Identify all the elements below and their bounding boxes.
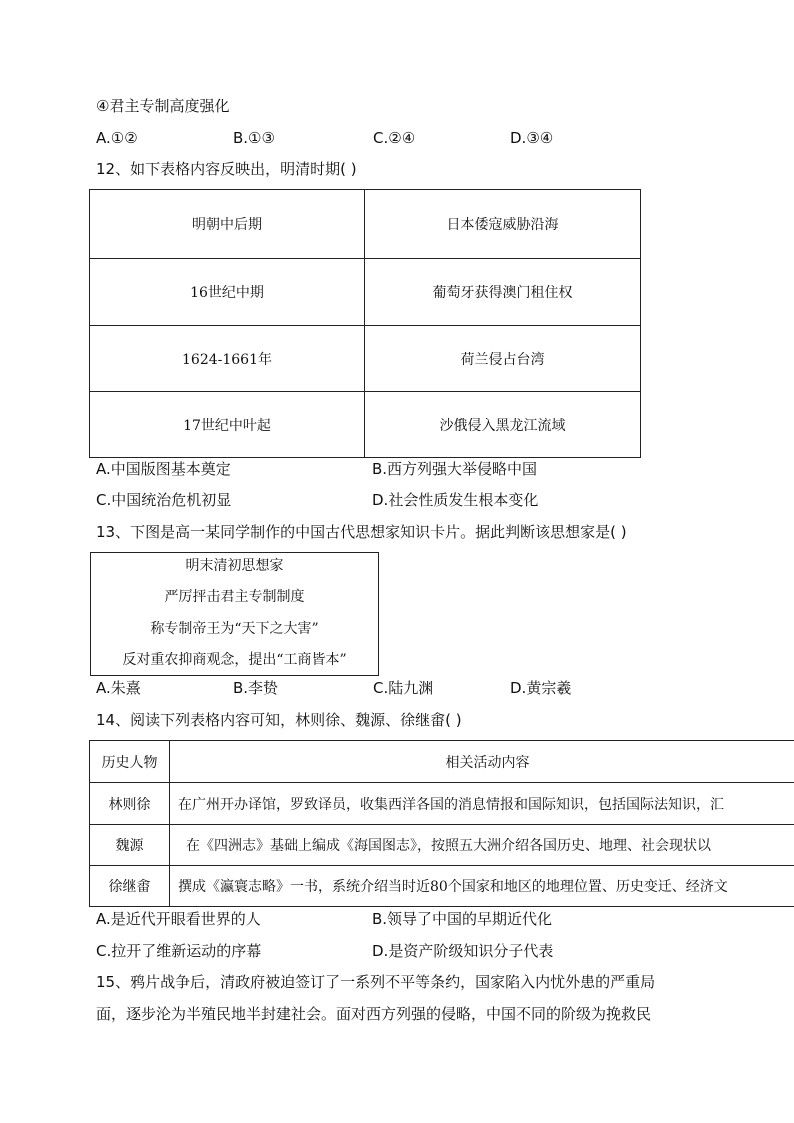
q12-option-b: B.西方列强大举侵略中国	[372, 460, 538, 478]
q11-option-a: A.①②	[96, 129, 138, 147]
q11-option-c: C.②④	[373, 129, 416, 147]
table-row	[90, 783, 794, 825]
q14-table	[89, 740, 794, 907]
q13-option-a: A.朱熹	[96, 679, 141, 697]
table-row	[90, 825, 794, 866]
q14-option-b: B.领导了中国的早期近代化	[372, 910, 553, 928]
q13-card-line: 反对重农抑商观念，提出“工商皆本”	[122, 652, 347, 668]
q12-option-d: D.社会性质发生根本变化	[372, 491, 539, 509]
q12-time-cell: 17世纪中叶起	[90, 392, 365, 458]
q12-time-cell: 明朝中后期	[90, 190, 365, 259]
q12-time-cell: 16世纪中期	[90, 259, 365, 326]
q15-paragraph-line-1: 15、鸦片战争后，清政府被迫签订了一系列不平等条约，国家陷入内忧外患的严重局	[96, 973, 656, 991]
table-row	[90, 190, 641, 259]
table-row	[90, 741, 794, 783]
q14-person-cell: 徐继畬	[90, 866, 170, 907]
q12-event-cell: 葡萄牙获得澳门租住权	[365, 259, 641, 326]
q14-option-a: A.是近代开眼看世界的人	[96, 910, 261, 928]
q12-event-cell: 沙俄侵入黑龙江流域	[365, 392, 641, 458]
q11-item-4: ④君主专制高度强化	[96, 97, 230, 115]
q14-header-content: 相关活动内容	[170, 741, 794, 783]
table-row	[90, 326, 641, 392]
q13-option-b: B.李贽	[233, 679, 279, 697]
q11-option-b: B.①③	[233, 129, 275, 147]
q13-card-line: 称专制帝王为“天下之大害”	[150, 621, 319, 637]
q14-option-d: D.是资产阶级知识分子代表	[372, 942, 554, 960]
table-row	[90, 866, 794, 907]
q12-time-cell: 1624-1661年	[90, 326, 365, 392]
q12-event-cell: 日本倭寇威胁沿海	[365, 190, 641, 259]
q11-option-d: D.③④	[510, 129, 554, 147]
q14-content-cell: 在《四洲志》基础上编成《海国图志》，按照五大洲介绍各国历史、地理、社会现状以	[170, 825, 794, 866]
q14-person-cell: 林则徐	[90, 783, 170, 825]
q13-option-d: D.黄宗羲	[510, 679, 572, 697]
q14-header-person: 历史人物	[90, 741, 170, 783]
q12-option-a: A.中国版图基本奠定	[96, 460, 231, 478]
q14-option-c: C.拉开了维新运动的序幕	[96, 942, 262, 960]
table-row	[90, 392, 641, 458]
q14-stem: 14、阅读下列表格内容可知，林则徐、魏源、徐继畬( )	[96, 711, 462, 729]
q14-content-cell: 撰成《瀛寰志略》一书，系统介绍当时近80个国家和地区的地理位置、历史变迁、经济文	[170, 866, 794, 907]
q13-option-c: C.陆九渊	[373, 679, 434, 697]
q13-knowledge-card	[90, 552, 379, 676]
q13-stem: 13、下图是高一某同学制作的中国古代思想家知识卡片。据此判断该思想家是( )	[96, 523, 627, 541]
q12-event-cell: 荷兰侵占台湾	[365, 326, 641, 392]
q12-stem: 12、如下表格内容反映出，明清时期( )	[96, 160, 357, 178]
q12-option-c: C.中国统治危机初显	[96, 491, 232, 509]
q13-card-line: 明末清初思想家	[185, 558, 284, 574]
table-row	[90, 259, 641, 326]
q15-paragraph-line-2: 面，逐步沦为半殖民地半封建社会。面对西方列强的侵略，中国不同的阶级为挽救民	[96, 1005, 652, 1023]
q14-person-cell: 魏源	[90, 825, 170, 866]
q12-table	[89, 189, 641, 458]
q13-card-line: 严厉抨击君主专制制度	[164, 589, 305, 605]
q14-content-cell: 在广州开办译馆，罗致译员，收集西洋各国的消息情报和国际知识，包括国际法知识，汇	[170, 783, 794, 825]
